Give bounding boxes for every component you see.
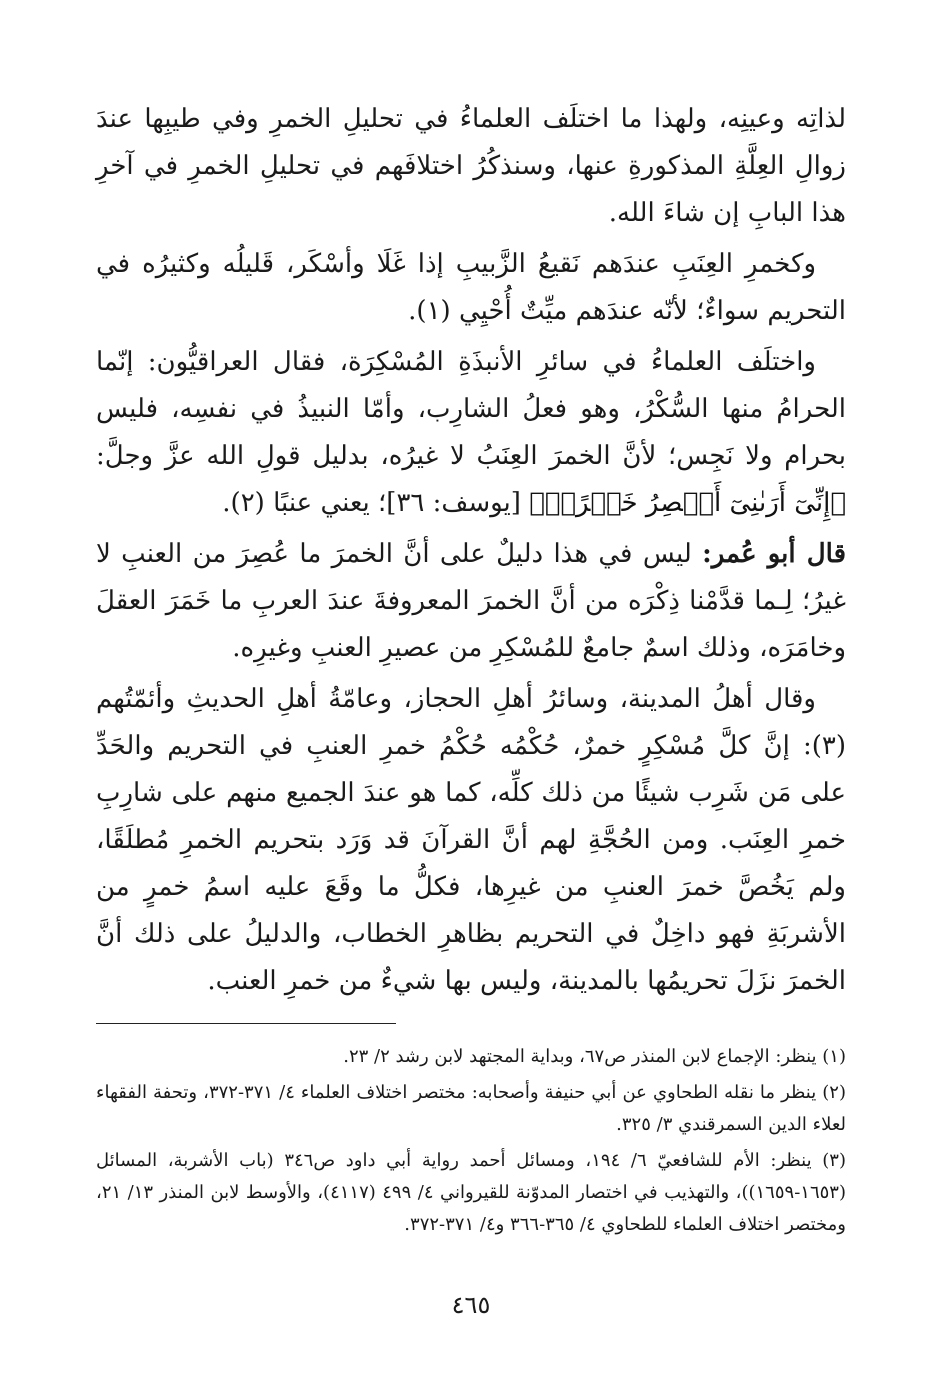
author-label: قال أبو عُمر: — [702, 539, 847, 569]
paragraph-4 — [96, 531, 846, 672]
paragraph-5: وقال أهلُ المدينة، وسائرُ أهلِ الحجاز، وعامّةُ أهلِ الحديثِ وأئمّتُهم (٣): إنَّ كلَّ مُسْكِرٍ خمرٌ، حُكْمُه حُكْمُ خمرِ العنبِ في التحريم والحَدِّ على مَن شَرِب شيئًا من ذلك كلِّه، كما هو عندَ الجميع منهم على شارِبِ خمرِ العِنَب. ومن الحُجَّةِ لهم أنَّ القرآنَ قد وَرَد بتحريم الخمرِ مُطلَقًا، ولم يَخُصَّ خمرَ العنبِ من غيرِها، فكلُّ ما وقَعَ عليه اسمُ خمرٍ من الأشربَةِ فهو داخِلٌ في التحريم بظاهرِ الخطاب، والدليلُ على ذلك أنَّ الخمرَ نزَلَ تحريمُها بالمدينة، وليس بها شيءٌ من خمرِ العنب. — [96, 684, 846, 996]
paragraph-4-text: ليس في هذا دليلٌ على أنَّ الخمرَ ما عُصِرَ من العنبِ لا غيرُ؛ لِـما قدَّمْنا ذِكْرَه من أنَّ الخمرَ المعروفةَ عندَ العربِ ما خَمَرَ العقلَ وخامَرَه، وذلك اسمٌ جامعٌ للمُسْكِرِ من عصيرِ العنبِ وغيرِه. — [96, 539, 846, 663]
paragraph-1: لذاتِه وعينِه، ولهذا ما اختلَف العلماءُ في تحليلِ الخمرِ وفي طيبِها عندَ زوالِ العِلَّةِ المذكورةِ عنها، وسنذكُرُ اختلافَهم في تحليلِ الخمرِ في آخرِ هذا البابِ إن شاءَ الله. — [96, 104, 846, 228]
quran-verse: ﴿إِنِّىٓ أَرَىٰنِىٓ أَعۡصِرُ خَمۡرًاۖ﴾ — [529, 488, 846, 518]
footnote-divider — [96, 1023, 396, 1024]
paragraph-3-text: واختلَف العلماءُ في سائرِ الأنبذَةِ المُسْكِرَة، فقال العراقيُّون: إنّما الحرامُ منها السُّكْرُ، وهو فعلُ الشارِب، وأمّا النبيذُ في نفسِه، فليس بحرام ولا نَجِس؛ لأنَّ الخمرَ العِنَبُ لا غيرُه، بدليل قولِ الله عزَّ وجلَّ: — [96, 347, 846, 471]
footnote-3: (٣) ينظر: الأم للشافعيّ ٦/ ١٩٤، ومسائل أحمد رواية أبي داود ص٣٤٦ (باب الأشربة، المسائل (١٦٥٣-١٦٥٩))، والتهذيب في اختصار المدوّنة للقيرواني ٤/ ٤٩٩ (٤١١٧)، والأوسط لابن المنذر ١٣/ ٢١، ومختصر اختلاف العلماء للطحاوي ٤/ ٣٦٥-٣٦٦ و٤/ ٣٧١-٣٧٢. — [96, 1150, 846, 1235]
book-page — [96, 96, 847, 1319]
paragraph-3 — [96, 339, 846, 527]
footnote-1: (١) ينظر: الإجماع لابن المنذر ص٦٧، وبداية المجتهد لابن رشد ٢/ ٢٣. — [343, 1046, 846, 1067]
footnotes — [96, 1041, 846, 1245]
paragraph-3-reference: [يوسف: ٣٦]؛ يعني عنبًا (٢). — [222, 488, 521, 518]
footnote-2: (٢) ينظر ما نقله الطحاوي عن أبي حنيفة وأصحابه: مختصر اختلاف العلماء ٤/ ٣٧١-٣٧٢، وتحفة الفقهاء لعلاء الدين السمرقندي ٣/ ٣٢٥. — [96, 1082, 846, 1135]
page-number: ٤٦٥ — [451, 1291, 491, 1319]
paragraph-2: وكخمرِ العِنَبِ عندَهم نَقيعُ الزَّبيبِ إذا غَلَا وأسْكَر، قَليلُه وكثيرُه في التحريم سواءٌ؛ لأنّه عندَهم ميِّتٌ أُحْيِي (١). — [96, 249, 846, 326]
